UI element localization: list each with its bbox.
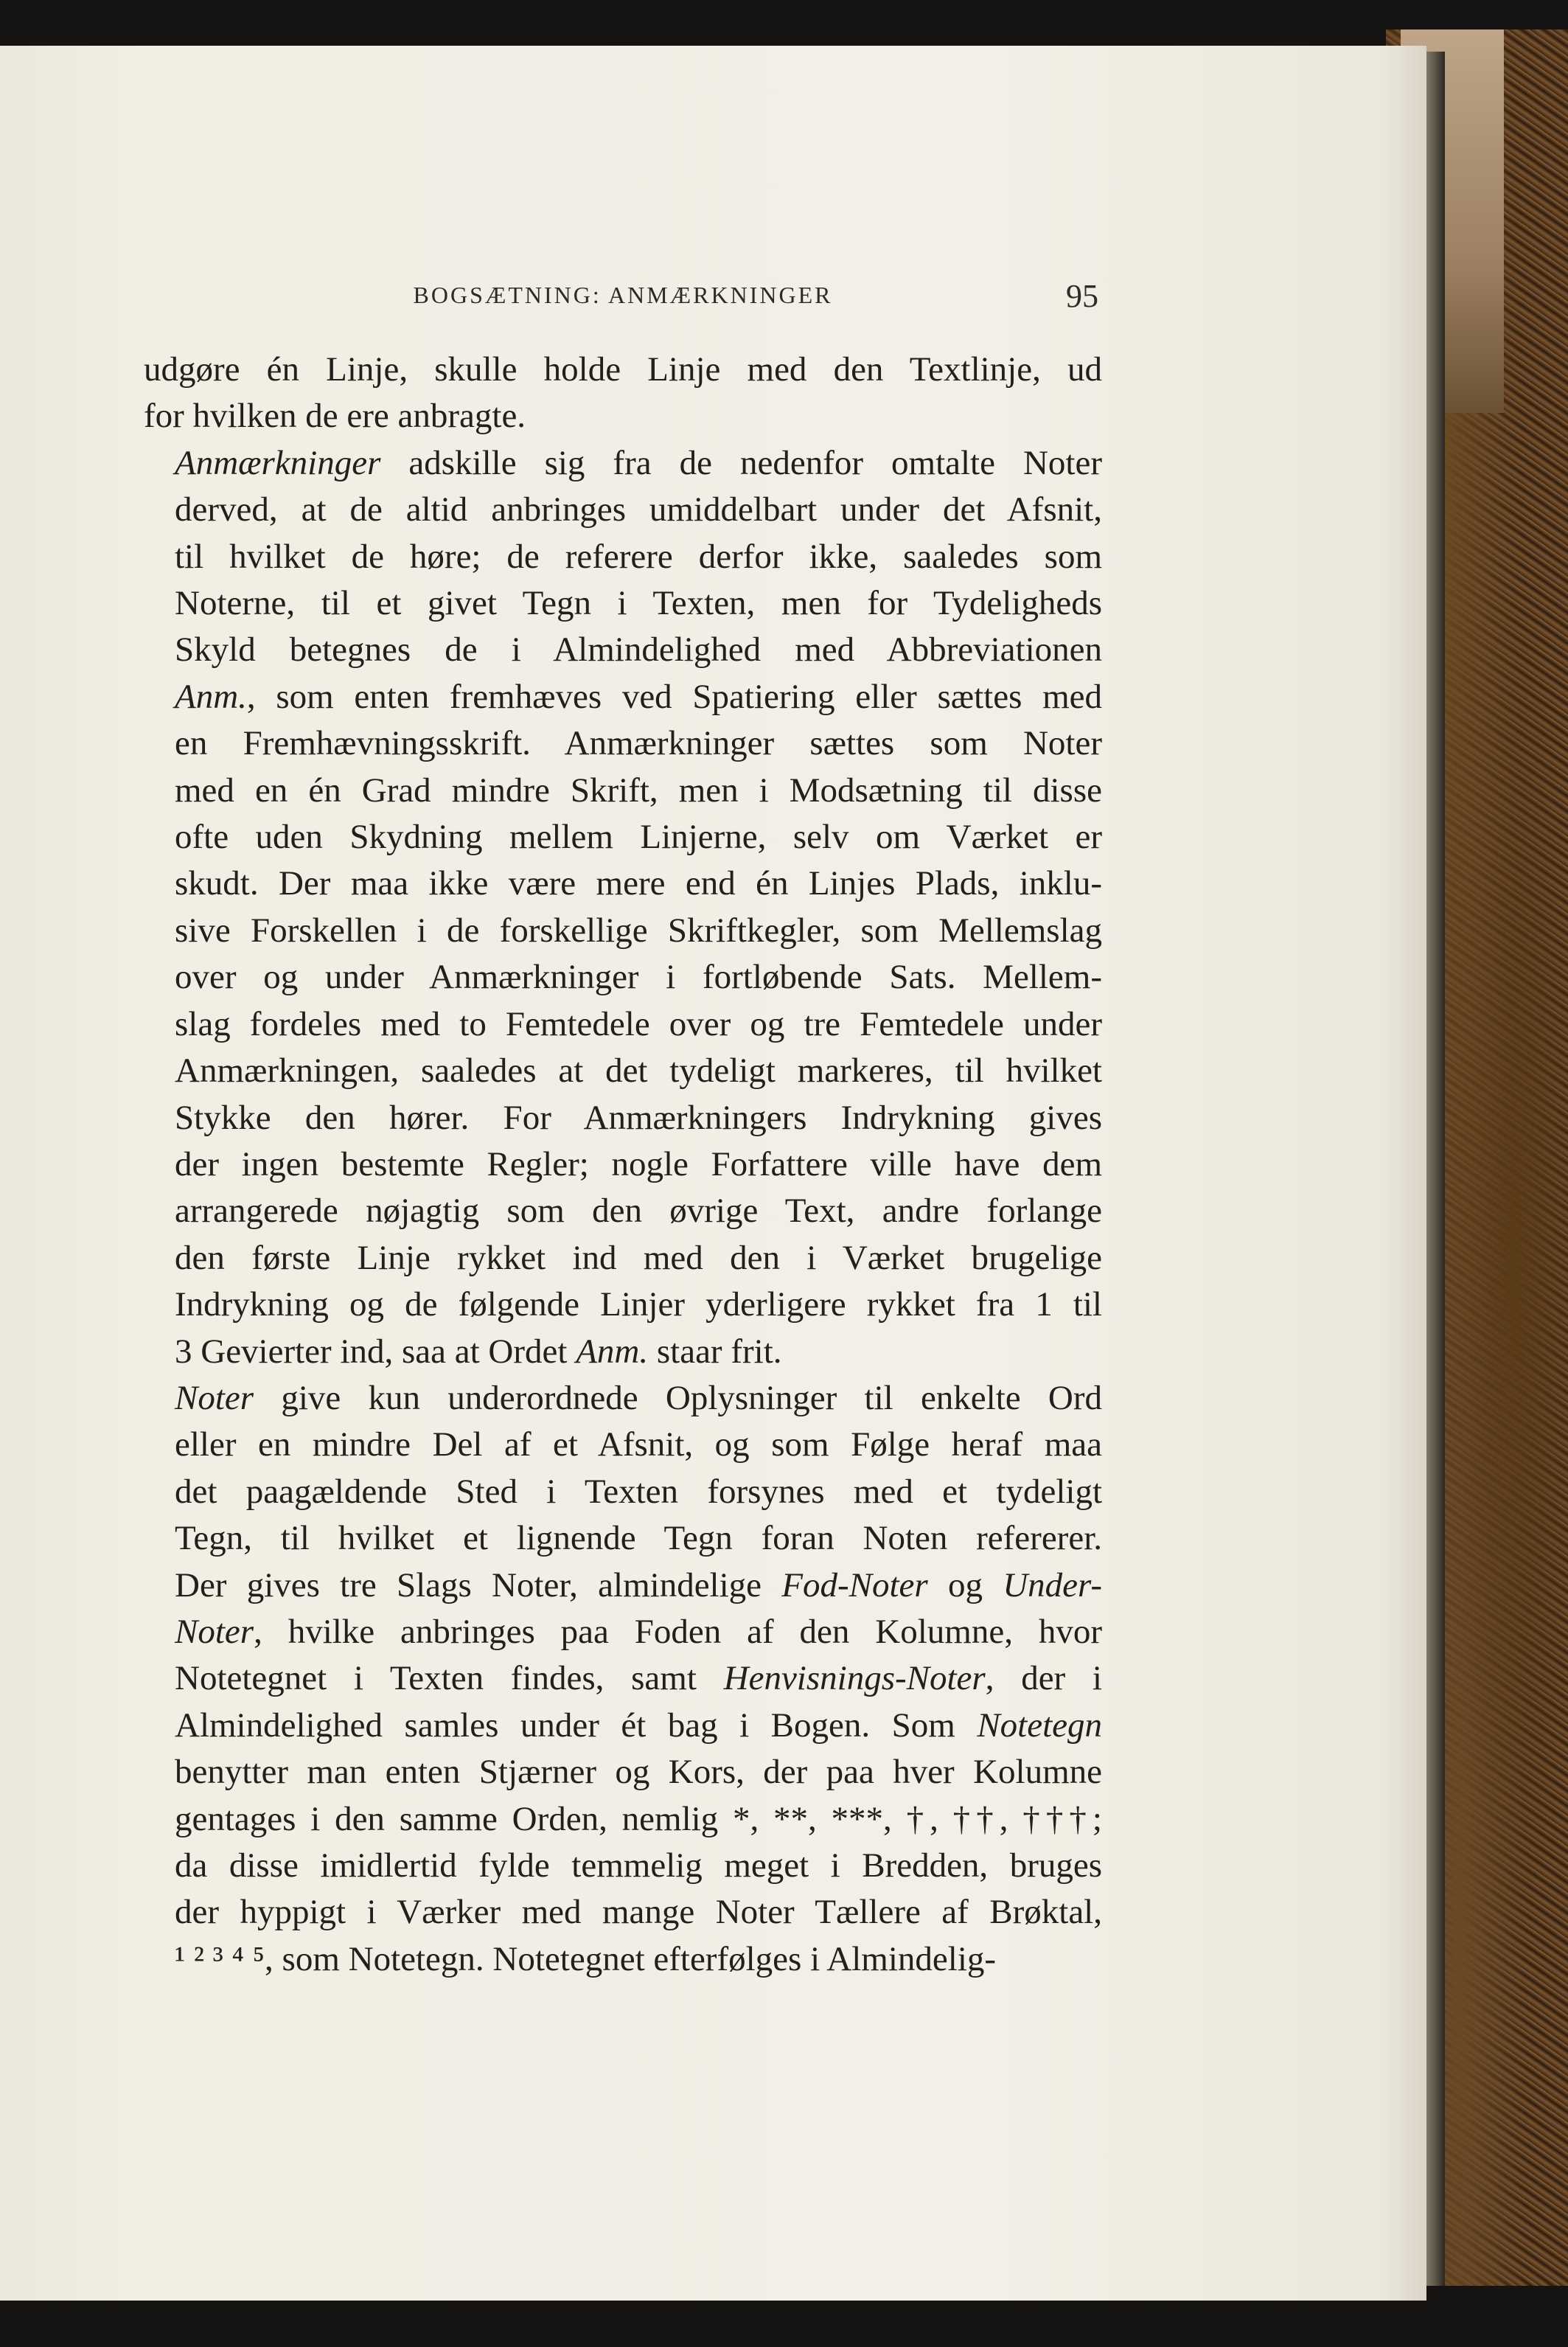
text-line: Stykke den hører. For Anmærkningers Indrykning gives: [175, 1098, 1102, 1137]
text-line: Tegn, til hvilket et lignende Tegn foran Noten refererer.: [175, 1519, 1102, 1558]
text-line: eller en mindre Del af et Afsnit, og som Følge heraf maa: [175, 1425, 1102, 1464]
italic-term: Anm.: [175, 677, 247, 716]
text-line: 3 Gevierter ind, saa at Ordet Anm. staar frit.: [175, 1332, 782, 1371]
text-line: med en én Grad mindre Skrift, men i Modsætning til disse: [175, 771, 1102, 810]
text-line: skudt. Der maa ikke være mere end én Linjes Plads, inklu-: [175, 864, 1102, 903]
text-line: over og under Anmærkninger i fortløbende Sats. Mellem-: [175, 958, 1102, 997]
text-line: Notetegnet i Texten findes, samt Henvisnings-Noter, der i: [175, 1659, 1102, 1698]
paragraph: [144, 1375, 1102, 1983]
page-number: 95: [1066, 278, 1098, 314]
italic-term: Anm.: [576, 1332, 649, 1371]
italic-term: Anmærkninger: [175, 443, 381, 482]
text-line: der hyppigt i Værker med mange Noter Tællere af Brøktal,: [175, 1893, 1102, 1932]
text-line: Almindelighed samles under ét bag i Bogen. Som Notetegn: [175, 1706, 1102, 1745]
text-line: sive Forskellen i de forskellige Skriftkegler, som Mellemslag: [175, 911, 1102, 950]
text-line: Der gives tre Slags Noter, almindelige Fod-Noter og Under-: [175, 1565, 1102, 1604]
text-line: for hvilken de ere anbragte.: [144, 397, 526, 436]
text-line: den første Linje rykket ind med den i Værket brugelige: [175, 1238, 1102, 1277]
text-line: det paagældende Sted i Texten forsynes med et tydeligt: [175, 1472, 1102, 1511]
text-line: ¹ ² ³ ⁴ ⁵, som Notetegn. Notetegnet efterfølges i Almindelig-: [175, 1939, 997, 1978]
italic-term: Fod-Noter: [781, 1565, 928, 1604]
text-line: Indrykning og de følgende Linjer yderligere rykket fra 1 til: [175, 1285, 1102, 1324]
text-line: Noterne, til et givet Tegn i Texten, men for Tydeligheds: [175, 584, 1102, 623]
text-line: Anm., som enten fremhæves ved Spatiering eller sættes med: [175, 677, 1102, 716]
text-line: der ingen bestemte Regler; nogle Forfattere ville have dem: [175, 1144, 1102, 1183]
text-line: ofte uden Skydning mellem Linjerne, selv om Værket er: [175, 818, 1102, 857]
running-head: BOGSÆTNING: ANMÆRKNINGER: [413, 282, 833, 308]
italic-term: Henvisnings-Noter: [723, 1659, 986, 1698]
text-line: da disse imidlertid fylde temmelig meget i Bredden, bruges: [175, 1846, 1102, 1885]
text-line: Anmærkningen, saaledes at det tydeligt markeres, til hvilket: [175, 1051, 1102, 1091]
text-line: arrangerede nøjagtig som den øvrige Text, andre forlange: [175, 1192, 1102, 1231]
text-line: slag fordeles med to Femtedele over og tre Femtedele under: [175, 1004, 1102, 1043]
paragraph: [144, 347, 1102, 440]
italic-term: Notetegn: [977, 1706, 1102, 1745]
text-line: gentages i den samme Orden, nemlig *, **, ***, †, ††, †††;: [175, 1799, 1102, 1838]
text-line: udgøre én Linje, skulle holde Linje med den Textlinje, ud: [144, 350, 1102, 389]
text-line: Anmærkninger adskille sig fra de nedenfor omtalte Noter: [175, 443, 1102, 482]
italic-term: Noter: [175, 1612, 254, 1651]
text-line: til hvilket de høre; de referere derfor ikke, saaledes som: [175, 537, 1102, 576]
italic-term: Noter: [175, 1378, 254, 1417]
text-line: Noter, hvilke anbringes paa Foden af den Kolumne, hvor: [175, 1612, 1102, 1651]
text-line: en Fremhævningsskrift. Anmærkninger sættes som Noter: [175, 724, 1102, 763]
paragraph: [144, 440, 1102, 1375]
text-line: Skyld betegnes de i Almindelighed med Abbreviationen: [175, 630, 1102, 670]
italic-term: Under-: [1003, 1565, 1102, 1604]
page-header: [147, 278, 1098, 326]
text-line: derved, at de altid anbringes umiddelbart under det Afsnit,: [175, 490, 1102, 529]
text-line: Noter give kun underordnede Oplysninger til enkelte Ord: [175, 1378, 1102, 1417]
text-line: benytter man enten Stjærner og Kors, der paa hver Kolumne: [175, 1753, 1102, 1792]
body-text: [144, 347, 1102, 1983]
